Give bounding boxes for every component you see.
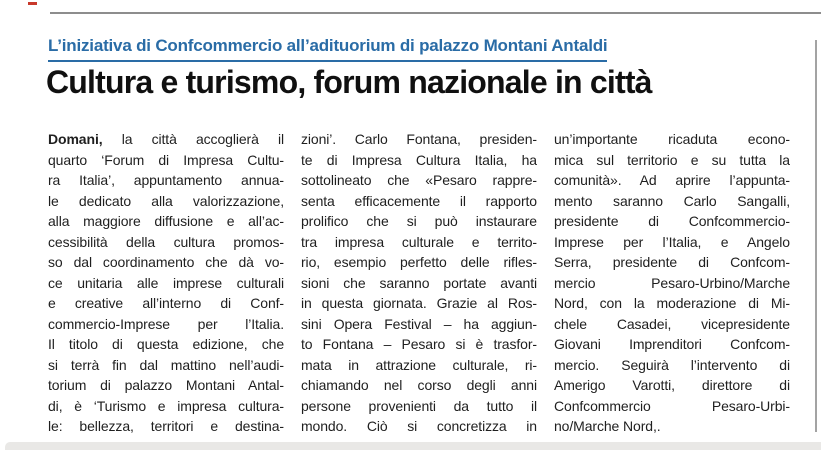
article-line: Confcommercio Pesaro-Urbi- <box>554 397 790 414</box>
article-line: torium di palazzo Montani Antal- <box>48 377 284 393</box>
article-line: presidente di Confcommercio- <box>554 213 790 229</box>
article-line: mondo. Ciò si concretizza in <box>301 418 537 434</box>
article-line: sottolineato che «Pesaro rappre- <box>301 172 537 188</box>
article-line: prolifico che si può instaurare <box>301 213 537 229</box>
article-line: le: bellezza, territori e destina- <box>48 418 284 434</box>
article-line: cessibilità della cultura promos- <box>48 233 284 250</box>
article-column-3 <box>554 129 790 437</box>
top-divider-rule <box>50 12 821 14</box>
article-line: e creative all’interno di Conf- <box>48 295 284 311</box>
article-line: Serra, presidente di Confcom- <box>554 254 790 270</box>
article-line: ra Italia’, appuntamento annua- <box>48 172 284 188</box>
article-line: comunità». Ad aprire l’appunta- <box>554 172 790 188</box>
article-line: Il titolo di questa edizione, che <box>48 336 284 352</box>
article-line: te di Impresa Cultura Italia, ha <box>301 151 537 168</box>
article-headline: Cultura e turismo, forum nazionale in città <box>46 64 652 100</box>
article-line: un’importante ricaduta econo- <box>554 131 790 147</box>
article-line: mercio Pesaro-Urbino/Marche <box>554 274 790 291</box>
article-line: rio, esempio perfetto delle rifles- <box>301 254 537 270</box>
article-column-1 <box>48 129 284 437</box>
article-line: persone provenienti da tutto il <box>301 397 537 414</box>
kicker-link[interactable]: L’iniziativa di Confcommercio all’adituorium di palazzo Montani Antaldi <box>48 36 607 62</box>
article-body <box>48 129 790 437</box>
article-line: chele Casadei, vicepresidente <box>554 315 790 332</box>
article-line: chiamando nel corso degli anni <box>301 377 537 393</box>
article-line: Giovani Imprenditori Confcom- <box>554 336 790 352</box>
article-line: ce unitaria alle imprese culturali <box>48 274 284 291</box>
article-line: no/Marche Nord,. <box>554 418 661 434</box>
article-line: di, è ‘Turismo e impresa cultura- <box>48 397 284 414</box>
article-line: senta efficacemente il rapporto <box>301 192 537 209</box>
article-line: quarto ‘Forum di Impresa Cultu- <box>48 151 284 168</box>
article-line: mica sul territorio e su tutta la <box>554 151 790 168</box>
lead-word: Domani, <box>48 131 103 147</box>
right-column-rule <box>815 40 817 432</box>
article-line: to Fontana – Pesaro si è trasfor- <box>301 336 537 352</box>
article-column-2 <box>301 129 537 437</box>
article-line: in questa giornata. Grazie al Ros- <box>301 295 537 311</box>
red-tick-mark <box>28 2 37 5</box>
article-line: Imprese per l’Italia, e Angelo <box>554 233 790 250</box>
article-line: so dal coordinamento che dà vo- <box>48 254 284 270</box>
article-line: si terrà fin dal mattino nell’audi- <box>48 356 284 373</box>
article-line: Domani, la città accoglierà il <box>48 131 284 147</box>
article-line: zioni’. Carlo Fontana, presiden- <box>301 131 537 147</box>
article-line: Nord, con la moderazione di Mi- <box>554 295 790 311</box>
article-line: alla maggiore diffusione e all’ac- <box>48 213 284 229</box>
article-line: le dedicato alla valorizzazione, <box>48 192 284 209</box>
article-line: Amerigo Varotti, direttore di <box>554 377 790 393</box>
article-line: mata in attrazione culturale, ri- <box>301 356 537 373</box>
bottom-page-edge <box>5 442 821 450</box>
article-line: sioni che saranno portate avanti <box>301 274 537 291</box>
article-line: tra impresa culturale e territo- <box>301 233 537 250</box>
article-line: mercio. Seguirà l’intervento di <box>554 356 790 373</box>
article-line: sini Opera Festival – ha aggiun- <box>301 315 537 332</box>
article-line: commercio-Imprese per l’Italia. <box>48 315 284 332</box>
article-line: mento saranno Carlo Sangalli, <box>554 192 790 209</box>
